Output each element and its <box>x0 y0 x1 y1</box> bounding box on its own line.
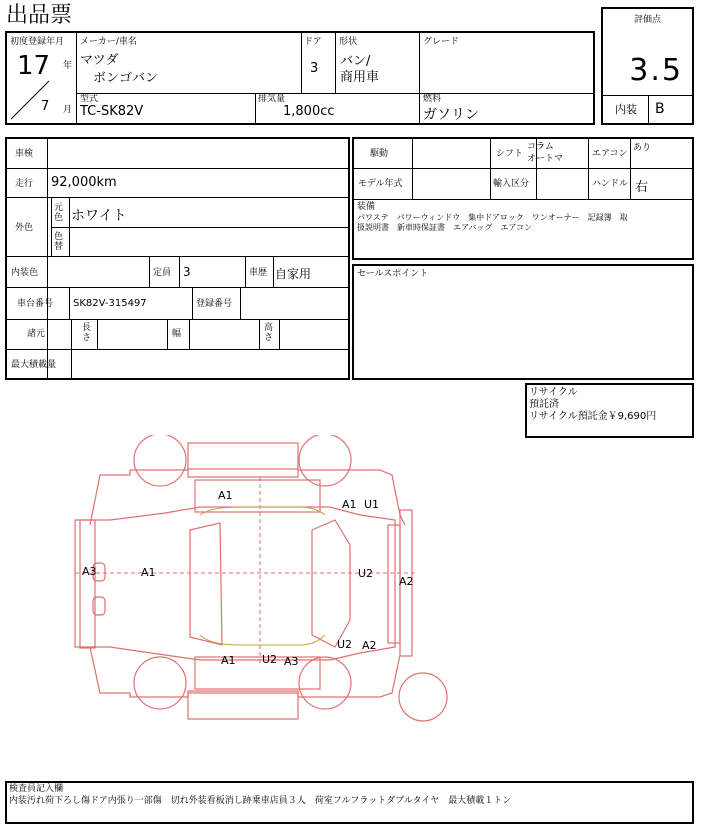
exterior-color-label: 外色 <box>15 223 34 233</box>
damage-mark-bottom-a3: A3 <box>284 655 299 668</box>
sales-point-label: セールスポイント <box>357 269 429 279</box>
interior-score-label: 内装 <box>615 103 637 116</box>
vehicle-header-box <box>5 31 595 125</box>
damage-mark-right-u1: U1 <box>364 498 380 511</box>
registration-month: 7 <box>41 99 50 114</box>
damage-mark-center-a1: A1 <box>141 566 156 579</box>
spare-tire <box>399 673 447 721</box>
page-title: 出品票 <box>6 3 73 28</box>
usage-label: 車歴 <box>249 268 268 278</box>
original-color-value: ホワイト <box>71 208 127 224</box>
width-label: 幅 <box>172 329 182 339</box>
capacity-label: 定員 <box>153 268 172 278</box>
sales-point-box <box>352 264 694 380</box>
recycle-line2: 預託済 <box>529 399 559 410</box>
shift-line1: コラム <box>527 142 554 152</box>
damage-mark-bottom-a1: A1 <box>221 654 236 667</box>
interior-color-label: 内装色 <box>11 268 39 278</box>
recycle-box <box>525 383 694 438</box>
bottom-panel <box>188 693 298 719</box>
fuel-value: ガソリン <box>423 107 479 123</box>
equipment-label: 装備 <box>357 202 376 212</box>
wheel-front-right <box>299 435 351 486</box>
specs-label: 諸元 <box>27 329 46 339</box>
damage-mark-right-a1: A1 <box>342 498 357 511</box>
first-registration-label: 初度登録年月 <box>10 37 65 47</box>
shape-line1: バン/ <box>340 54 371 69</box>
shape-line2: 商用車 <box>340 70 380 85</box>
shape-label: 形状 <box>339 37 358 47</box>
recycle-line3: リサイクル預託金￥9,690円 <box>529 411 657 422</box>
length-label: 長さ <box>82 323 92 343</box>
registration-year: 17 <box>17 51 51 81</box>
shift-line2: オートマ <box>527 154 564 164</box>
model-year-label: モデル年式 <box>358 179 403 189</box>
max-load-label: 最大積載量 <box>11 360 57 370</box>
year-unit: 年 <box>63 61 73 71</box>
windshield-rear <box>190 523 222 645</box>
wheel-rear-right <box>299 657 351 709</box>
inspection-label: 車検 <box>15 149 34 159</box>
score-value: 3.5 <box>629 53 683 88</box>
door-value: 3 <box>310 61 319 76</box>
wheel-rear-left <box>134 657 186 709</box>
equipment-line1: パワステ パワーウィンドウ 集中ドアロック ワンオーナー 記録簿 取 <box>357 213 628 222</box>
capacity-value: 3 <box>183 265 191 279</box>
displacement-label: 排気量 <box>258 94 286 104</box>
chassis-number-label: 車台番号 <box>17 299 54 309</box>
wheel-front-left <box>134 435 186 486</box>
month-unit: 月 <box>63 105 73 115</box>
equipment-line2: 扱説明書 新車時保証書 エアバッグ エアコン <box>357 223 532 232</box>
registration-number-label: 登録番号 <box>196 299 233 309</box>
import-label: 輸入区分 <box>493 179 530 189</box>
model-value: TC-SK82V <box>80 104 144 119</box>
damage-mark-bottom-u2: U2 <box>262 653 278 666</box>
interior-score-value: B <box>655 101 665 117</box>
inspector-notes-box <box>5 781 694 824</box>
grade-label: グレード <box>423 37 460 47</box>
height-label: 高さ <box>264 323 274 343</box>
damage-mark-right-a2: A2 <box>362 639 377 652</box>
score-box <box>601 7 694 125</box>
recycle-line1: リサイクル <box>529 387 578 398</box>
damage-mark-top-a1: A1 <box>218 489 233 502</box>
model-label: 型式 <box>80 94 99 104</box>
vehicle-detail-table <box>5 137 350 380</box>
rear-bumper-left <box>80 520 95 648</box>
door-label: ドア <box>304 37 322 47</box>
aircon-value: あり <box>633 143 652 153</box>
handle-label: ハンドル <box>592 179 629 189</box>
fuel-label: 燃料 <box>423 94 442 104</box>
damage-mark-front-a2: A2 <box>399 575 414 588</box>
mileage-value: 92,000km <box>51 175 117 190</box>
score-label: 評価点 <box>633 15 661 25</box>
original-color-label: 元色 <box>54 203 64 223</box>
damage-mark-rear-a3: A3 <box>82 565 97 578</box>
damage-mark-right-u2: U2 <box>337 638 353 651</box>
handle-value: 右 <box>635 180 649 195</box>
repaint-label: 色替 <box>54 232 64 252</box>
inspector-notes: 内装汚れ荷下ろし傷ドア内張り一部傷 切れ外装看板消し跡乗車店員３人 荷室フルフラットダブルタイヤ 最大積載１トン <box>9 796 512 806</box>
roof-panel <box>188 443 298 469</box>
aircon-label: エアコン <box>592 149 628 159</box>
car-name-value: ボンゴバン <box>93 71 159 86</box>
drive-table <box>352 137 694 260</box>
shift-label: シフト <box>496 149 524 159</box>
mileage-label: 走行 <box>15 179 34 189</box>
chassis-number-value: SK82V-315497 <box>73 298 147 309</box>
displacement-value: 1,800cc <box>283 104 335 119</box>
car-damage-diagram <box>0 435 703 735</box>
maker-label: メーカー/車名 <box>80 37 137 47</box>
windshield-front <box>312 520 350 647</box>
maker-value: マツダ <box>80 53 119 68</box>
drive-label: 駆動 <box>370 149 389 159</box>
inspector-label: 検査員記入欄 <box>9 784 64 794</box>
damage-mark-front-u2: U2 <box>358 567 374 580</box>
usage-value: 自家用 <box>275 267 312 281</box>
